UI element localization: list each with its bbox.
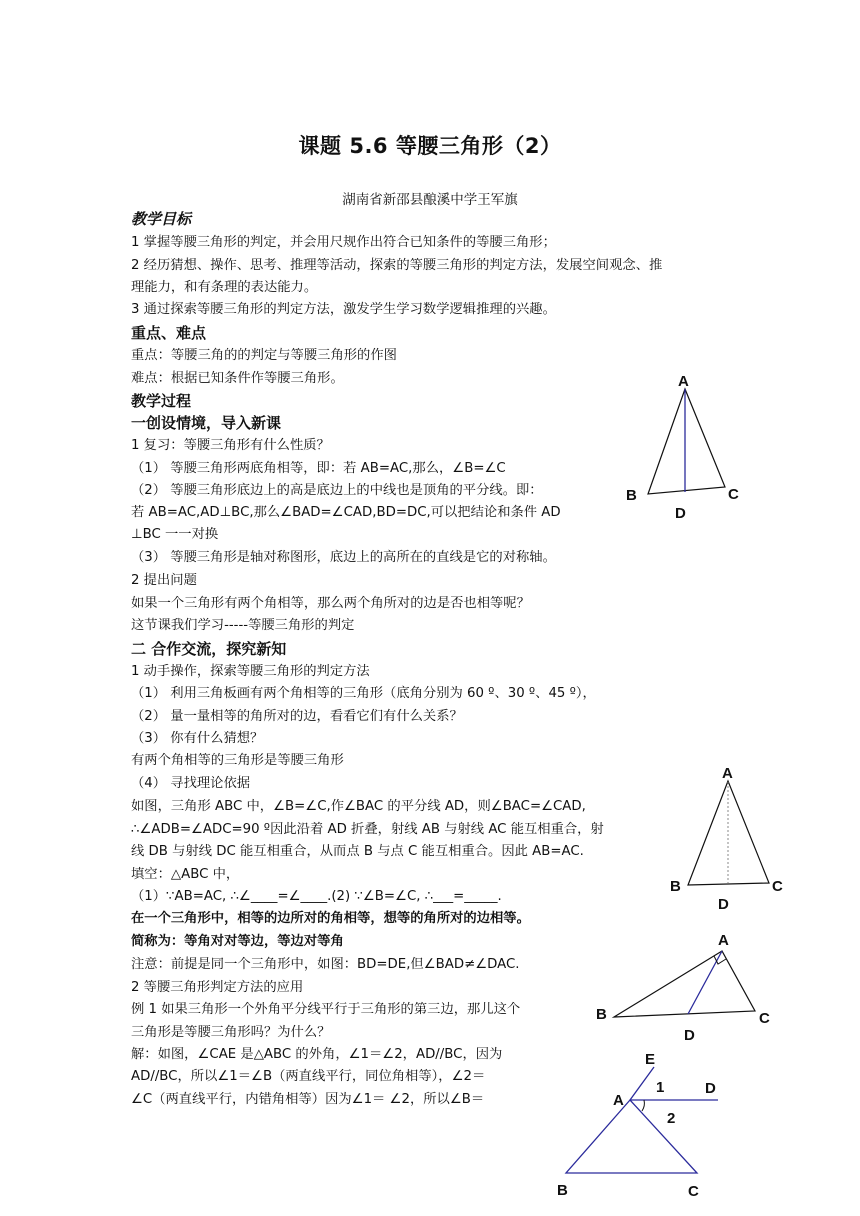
text-line: 若 AB=AC,AD⊥BC,那么∠BAD=∠CAD,BD=DC,可以把结论和条件 AD [131,505,561,520]
section-heading: 教学目标 [131,210,192,228]
text-line: （2） 等腰三角形底边上的高是底边上的中线也是顶角的平分线。即： [131,483,543,498]
text-line: （3） 你有什么猜想？ [131,731,264,746]
text-line-bold: 简称为：等角对对等边，等边对等角 [131,934,344,949]
label-c: C [772,878,783,895]
text-line: 例 1 如果三角形一个外角平分线平行于三角形的第三边，那儿这个 [131,1002,521,1017]
ray-ae [630,1067,654,1100]
label-e: E [645,1051,656,1068]
author-line: 湖南省新邵县酿溪中学王军旗 [342,192,518,208]
section-heading: 教学过程 [131,392,192,410]
label-a: A [722,765,733,782]
label-b: B [596,1006,607,1023]
text-line: 3 通过探索等腰三角形的判定方法，激发学生学习数学逻辑推理的兴趣。 [131,302,556,317]
text-line: 重点：等腰三角的的判定与等腰三角形的作图 [131,348,397,363]
text-line: 1 复习：等腰三角形有什么性质？ [131,438,330,453]
text-line: 这节课我们学习-----等腰三角形的判定 [131,618,355,633]
figure-isosceles-bisector [660,762,790,917]
text-line: 注意：前提是同一个三角形中，如图：BD=DE,但∠BAD≠∠DAC. [131,957,520,972]
fig4-label-c: C [688,1183,699,1200]
label-angle-1: 1 [656,1079,665,1096]
label-c: C [728,486,739,503]
text-line: （1）∵AB=AC, ∴∠____=∠____.(2) ∵∠B=∠C, ∴___=_____. [131,889,502,904]
section-heading: 二 合作交流，探究新知 [131,640,287,658]
text-line: 如图，三角形 ABC 中，∠B=∠C,作∠BAC 的平分线 AD，则∠BAC=∠CAD, [131,799,586,814]
label-b: B [626,487,637,504]
label-d: D [675,505,686,522]
text-line: （3） 等腰三角形是轴对称图形，底边上的高所在的直线是它的对称轴。 [131,550,556,565]
text-line: 填空：△ABC 中， [131,867,240,882]
text-line: 理能力，和有条理的表达能力。 [131,280,318,295]
text-line: 难点：根据已知条件作等腰三角形。 [131,371,344,386]
label-angle-2: 2 [667,1110,676,1127]
text-line: ∠C（两直线平行，内错角相等）因为∠1＝ ∠2，所以∠B＝ [131,1092,485,1107]
text-line: ⊥BC 一一对换 [131,527,219,542]
text-line: （4） 寻找理论依据 [131,776,251,791]
text-line: 2 提出问题 [131,573,197,588]
triangle-abc [688,781,769,885]
text-line: 解：如图，∠CAE 是△ABC 的外角，∠1＝∠2，AD//BC，因为 [131,1047,503,1062]
label-a: A [678,373,689,390]
angle-2-arc [642,1100,644,1111]
text-line: 2 经历猜想、操作、思考、推理等活动，探索的等腰三角形的判定方法，发展空间观念、推 [131,258,663,273]
triangle-abc [648,389,725,494]
text-line: （1） 等腰三角形两底角相等，即：若 AB=AC,那么，∠B=∠C [131,461,506,476]
figure-isosceles-altitude [615,370,745,530]
figure-right-triangle [590,926,790,1051]
segment-ad [688,951,722,1014]
section-heading: 一创设情境，导入新课 [131,414,282,432]
label-a: A [718,932,729,949]
page-title: 课题 5.6 等腰三角形（2） [298,134,562,158]
section-heading: 重点、难点 [131,324,207,342]
text-line: 线 DB 与射线 DC 能互相重合，从而点 B 与点 C 能互相重合。因此 AB=AC. [131,844,584,859]
text-line: （1） 利用三角板画有两个角相等的三角形（底角分别为 60 º、30 º、45 º）， [131,686,596,701]
text-line: 有两个角相等的三角形是等腰三角形 [131,753,344,768]
text-line: 1 掌握等腰三角形的判定，并会用尺规作出符合已知条件的等腰三角形； [131,235,556,250]
label-d: D [705,1080,716,1097]
text-line: （2） 量一量相等的角所对的边，看看它们有什么关系？ [131,709,463,724]
text-line-bold: 在一个三角形中，相等的边所对的角相等，想等的角所对的边相等。 [131,911,530,926]
text-line: 三角形是等腰三角形吗？为什么？ [131,1025,331,1040]
label-b: B [670,878,681,895]
label-a: A [613,1092,624,1109]
figure-exterior-angle [600,1050,800,1210]
triangle-abc [614,951,755,1017]
fig4-label-b: B [557,1182,568,1199]
text-line: 如果一个三角形有两个角相等，那么两个角所对的边是否也相等呢？ [131,596,530,611]
label-d: D [718,896,729,913]
triangle-abc [566,1100,697,1173]
text-line: ∴∠ADB=∠ADC=90 º因此沿着 AD 折叠，射线 AB 与射线 AC 能互相重合，射 [131,822,604,837]
label-c: C [759,1010,770,1027]
text-line: AD//BC，所以∠1＝∠B（两直线平行，同位角相等），∠2＝ [131,1069,486,1084]
text-line: 2 等腰三角形判定方法的应用 [131,980,304,995]
text-line: 1 动手操作，探索等腰三角形的判定方法 [131,664,370,679]
label-d: D [684,1027,695,1044]
